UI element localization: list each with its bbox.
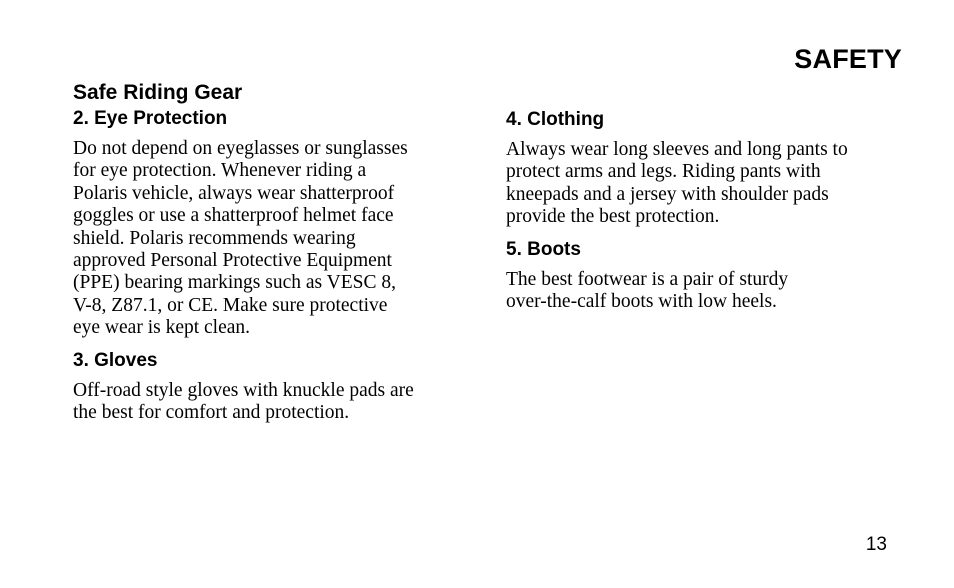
page-heading: Safe Riding Gear bbox=[73, 81, 243, 104]
left-column bbox=[73, 80, 473, 432]
gloves-text: Off-road style gloves with knuckle pads are the best for comfort and protection. bbox=[73, 379, 414, 424]
boots-text: The best footwear is a pair of sturdy over-the-calf boots with low heels. bbox=[506, 268, 789, 313]
clothing-text: Always wear long sleeves and long pants to protect arms and legs. Riding pants with kneepads and a jersey with shoulder pads provide the best protection. bbox=[506, 139, 848, 228]
right-column bbox=[506, 107, 916, 321]
page-number: 13 bbox=[865, 534, 887, 555]
section-title: SAFETY bbox=[794, 44, 902, 74]
eye-protection-heading: 2. Eye Protection bbox=[73, 108, 228, 129]
eye-protection-text: Do not depend on eyeglasses or sunglasses for eye protection. Whenever riding a Polaris vehicle, always wear shatterproof goggles or use a shatterproof helmet face shield. Polaris recommends wearing approved Personal Protective Equipment (PPE) bearing markings such as VESC 8, V-8, Z87.1, or CE. Make sure protective eye wear is kept clean. bbox=[73, 138, 408, 339]
boots-heading: 5. Boots bbox=[506, 238, 581, 260]
gloves-heading: 3. Gloves bbox=[73, 349, 158, 371]
clothing-heading: 4. Clothing bbox=[506, 109, 605, 130]
